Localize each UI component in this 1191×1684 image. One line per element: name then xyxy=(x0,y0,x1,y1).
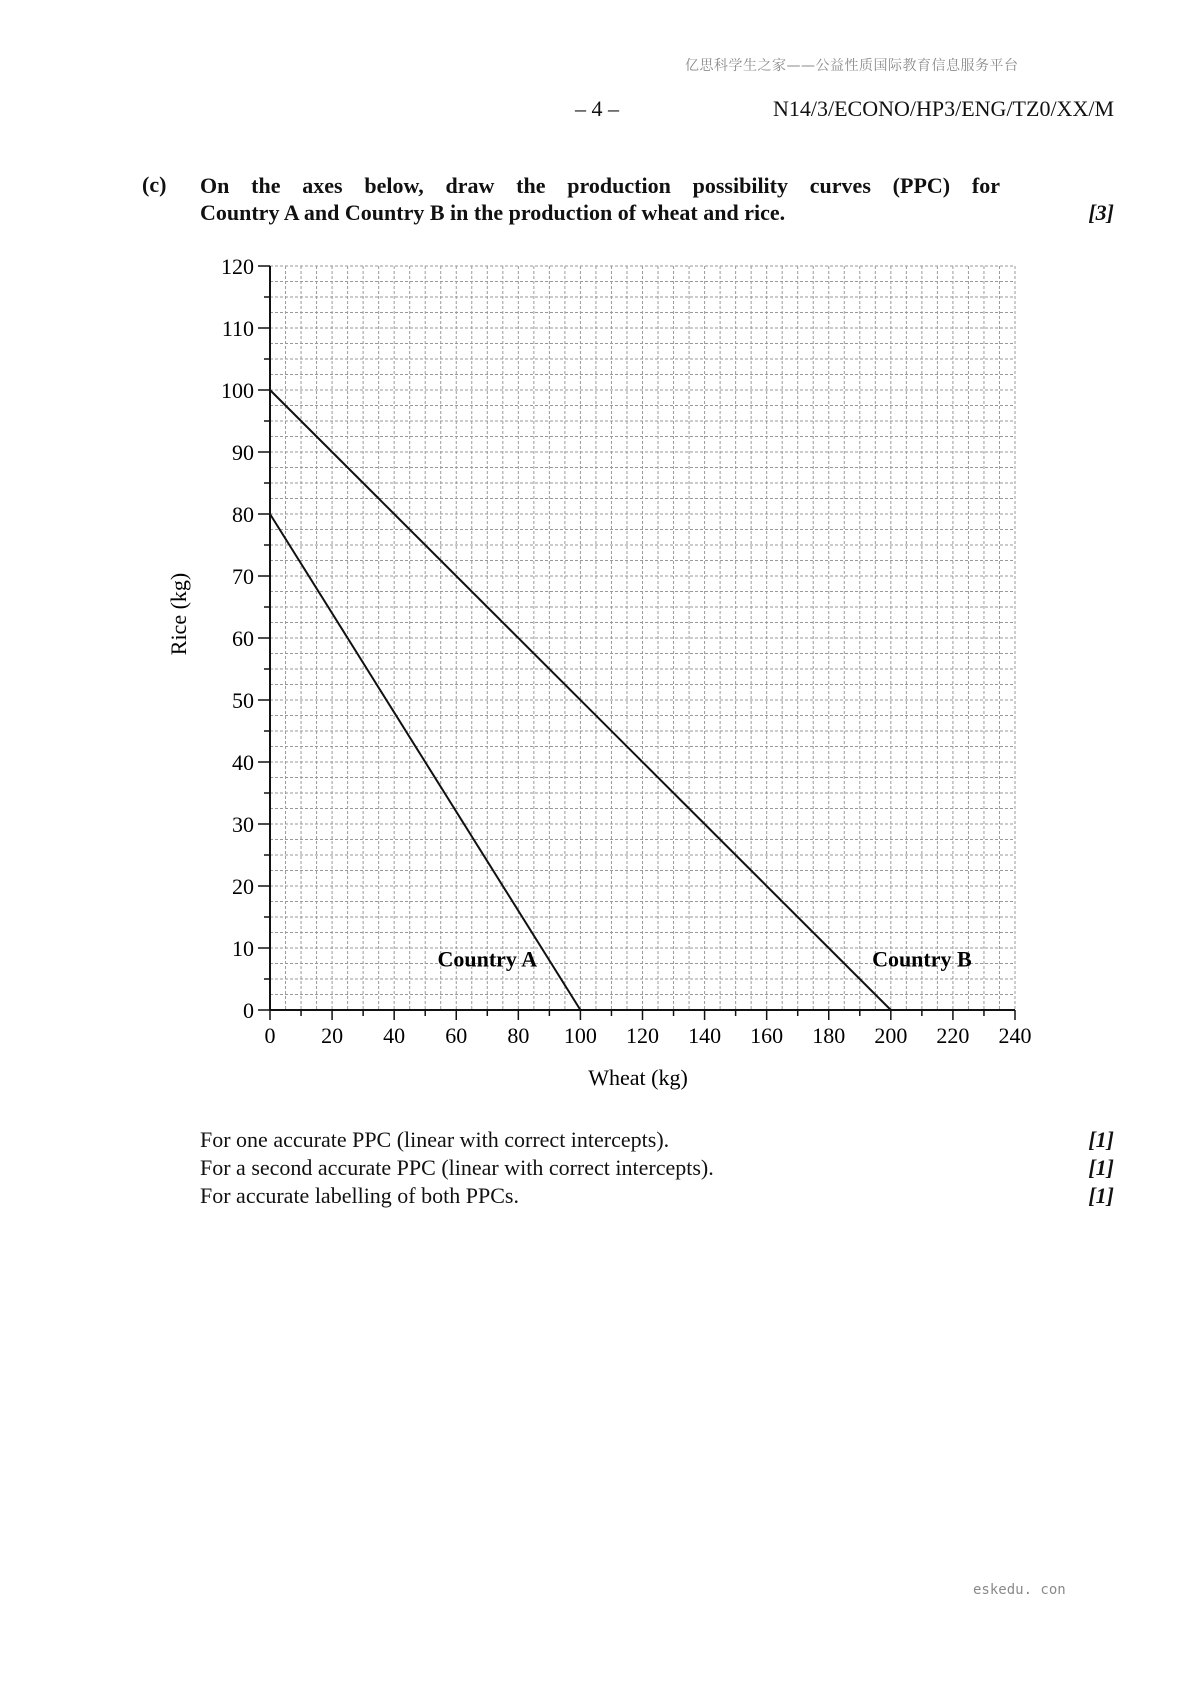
x-tick-label: 160 xyxy=(750,1023,784,1048)
y-tick-label: 60 xyxy=(232,626,254,651)
question-letter: (c) xyxy=(142,172,167,197)
footer-site: eskedu. con xyxy=(973,1582,1066,1598)
x-tick-label: 220 xyxy=(936,1023,970,1048)
y-tick-label: 120 xyxy=(221,254,254,279)
x-tick-label: 240 xyxy=(998,1023,1032,1048)
x-tick-label: 180 xyxy=(812,1023,846,1048)
chart-axes xyxy=(221,254,1032,1048)
x-tick-label: 100 xyxy=(563,1023,597,1048)
y-axis-label: Rice (kg) xyxy=(166,572,191,656)
x-tick-label: 80 xyxy=(507,1023,530,1048)
x-tick-label: 200 xyxy=(874,1023,908,1048)
criterion-2-text: For a second accurate PPC (linear with correct intercepts). xyxy=(200,1155,714,1180)
question-line-2: Country A and Country B in the production of wheat and rice. xyxy=(200,200,786,225)
criterion-1-text: For one accurate PPC (linear with correct intercepts). xyxy=(200,1127,670,1152)
y-tick-label: 0 xyxy=(243,998,254,1023)
criterion-2-marks: [1] xyxy=(1088,1155,1114,1180)
y-tick-label: 100 xyxy=(221,378,254,403)
watermark-text: 亿思科学生之家——公益性质国际教育信息服务平台 xyxy=(685,58,1019,74)
x-tick-label: 60 xyxy=(445,1023,468,1048)
x-axis-label: Wheat (kg) xyxy=(588,1065,688,1090)
series-label-country-b: Country B xyxy=(872,946,972,972)
series-label-country-a: Country A xyxy=(437,946,538,972)
criterion-3-marks: [1] xyxy=(1088,1183,1114,1208)
y-tick-label: 10 xyxy=(232,936,254,961)
question-line-1: On the axes below, draw the production possibility curves (PPC) for xyxy=(200,173,1000,198)
y-tick-label: 50 xyxy=(232,688,254,713)
x-tick-label: 140 xyxy=(688,1023,722,1048)
x-tick-label: 0 xyxy=(264,1023,276,1048)
paper-code: N14/3/ECONO/HP3/ENG/TZ0/XX/M xyxy=(773,96,1114,121)
x-tick-label: 20 xyxy=(321,1023,344,1048)
chart-grid xyxy=(270,266,1015,1010)
y-tick-label: 20 xyxy=(232,874,254,899)
page-number: – 4 – xyxy=(575,96,619,121)
x-tick-label: 40 xyxy=(383,1023,406,1048)
x-tick-label: 120 xyxy=(626,1023,659,1048)
y-tick-label: 110 xyxy=(221,316,254,341)
y-tick-label: 80 xyxy=(232,502,254,527)
question-marks: [3] xyxy=(1088,200,1114,225)
criterion-1-marks: [1] xyxy=(1088,1127,1114,1152)
y-tick-label: 90 xyxy=(232,440,254,465)
criterion-3-text: For accurate labelling of both PPCs. xyxy=(200,1183,519,1208)
y-tick-label: 40 xyxy=(232,750,254,775)
y-tick-label: 30 xyxy=(232,812,254,837)
y-tick-label: 70 xyxy=(232,564,254,589)
